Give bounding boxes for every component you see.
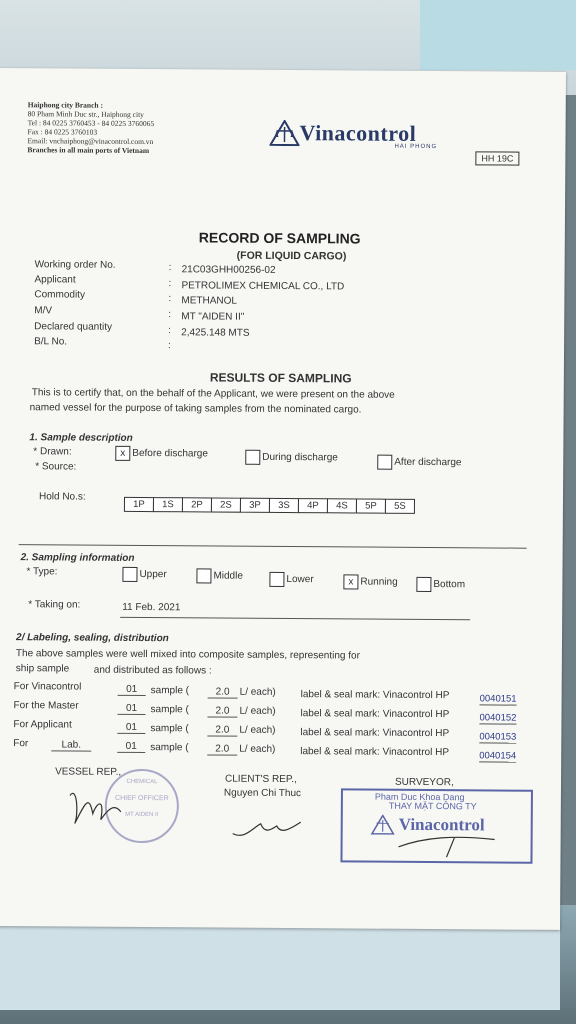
label-applicant: Applicant — [34, 274, 76, 286]
dist-unit: L/ each) — [239, 705, 276, 717]
section-sampling-information: 2. Sampling information — [20, 552, 135, 564]
hold-cell: 3P — [240, 498, 270, 513]
seal-number: 0040153 — [479, 731, 517, 743]
section-sample-description: 1. Sample description — [29, 432, 133, 444]
seal-number: 0040152 — [479, 712, 517, 724]
hold-cell: 1S — [153, 497, 183, 512]
checkbox-lower[interactable] — [269, 572, 284, 587]
logo-city: HAI PHONG — [394, 143, 438, 151]
hold-cell: 2P — [182, 497, 212, 512]
seal-number: 0040151 — [479, 693, 517, 705]
round-stamp-top: CHEMICAL — [126, 778, 158, 786]
label-declared-quantity: Declared quantity — [34, 321, 113, 333]
stamp-line: THAY MẶT CÔNG TY — [388, 800, 477, 812]
hold-cell: 5P — [356, 498, 386, 513]
option-label: Lower — [286, 574, 314, 586]
option-label: After discharge — [394, 456, 462, 469]
label-mv: M/V — [34, 305, 53, 317]
option-label: Running — [360, 576, 398, 588]
branch-email: Email: vnchaiphong@vinacontrol.com.vn — [27, 136, 154, 147]
option-label: Middle — [213, 570, 243, 582]
type-upper[interactable] — [122, 567, 166, 582]
dist-sample: sample ( — [150, 742, 189, 754]
scales-logo-icon — [269, 120, 299, 146]
colon: : — [168, 262, 172, 274]
label-working-order: Working order No. — [34, 259, 116, 271]
dist-volume: 2.0 — [207, 724, 237, 736]
hold-cell: 4S — [327, 498, 357, 513]
dist-volume: 2.0 — [207, 705, 237, 717]
seal-number: 0040154 — [479, 750, 517, 762]
vessel-signature-icon — [65, 783, 125, 833]
hold-numbers — [125, 497, 415, 514]
labeling-text-1: The above samples were well mixed into composite samples, representing for — [15, 648, 361, 662]
checkbox-after-discharge[interactable] — [377, 455, 392, 470]
type-lower[interactable] — [269, 572, 313, 587]
labeling-text-2b: and distributed as follows : — [93, 664, 212, 677]
value-mv: MT "AIDEN II" — [181, 311, 245, 323]
dist-count: 01 — [118, 684, 146, 696]
dist-label: label & seal mark: Vinacontrol HP — [300, 746, 450, 759]
checkbox-upper[interactable] — [122, 567, 137, 582]
section-labeling: 2/ Labeling, sealing, distribution — [15, 632, 169, 645]
dist-count: 01 — [117, 741, 145, 753]
dist-for: For Vinacontrol — [13, 681, 82, 693]
dist-volume: 2.0 — [208, 686, 238, 698]
results-title: RESULTS OF SAMPLING — [209, 370, 352, 386]
branch-info — [27, 100, 154, 155]
dist-sample: sample ( — [150, 723, 189, 735]
type-label: * Type: — [26, 566, 58, 578]
branch-ports: Branches in all main ports of Vietnam — [27, 145, 150, 156]
dist-label: label & seal mark: Vinacontrol HP — [300, 689, 450, 702]
option-label: Bottom — [433, 579, 466, 591]
option-label: During discharge — [262, 451, 338, 464]
label-bl-no: B/L No. — [34, 336, 68, 348]
value-declared-quantity: 2,425.148 MTS — [181, 327, 250, 339]
vinacontrol-logo — [269, 120, 438, 151]
colon: : — [168, 278, 172, 290]
dist-unit: L/ each) — [239, 743, 276, 755]
dist-sample: sample ( — [150, 704, 189, 716]
dist-unit: L/ each) — [239, 724, 276, 736]
hold-cell: 3S — [269, 498, 299, 513]
type-bottom[interactable] — [416, 577, 465, 592]
dist-for: For the Master — [13, 700, 79, 712]
checkbox-middle[interactable] — [196, 568, 211, 583]
document-title: RECORD OF SAMPLING — [198, 229, 361, 247]
client-signature-icon — [231, 814, 311, 843]
dist-for: For — [13, 738, 29, 750]
colon: : — [168, 340, 171, 352]
colon: : — [168, 293, 172, 305]
checkbox-bottom[interactable] — [416, 577, 431, 592]
dist-for-extra: Lab. — [51, 739, 91, 751]
taking-on-date: 11 Feb. 2021 — [122, 601, 181, 614]
hold-cell: 2S — [211, 497, 241, 512]
round-stamp-bot: MT AIDEN II — [125, 811, 159, 819]
stamp-logo-name: Vinacontrol — [398, 814, 485, 835]
value-commodity: METHANOL — [181, 295, 237, 307]
branch-title: Haiphong city Branch : — [27, 100, 103, 110]
checkbox-running[interactable]: x — [343, 574, 358, 589]
checkbox-before-discharge[interactable]: x — [115, 446, 130, 461]
taking-on-label: * Taking on: — [28, 599, 81, 611]
stamp-scales-icon — [371, 815, 395, 835]
divider — [19, 544, 527, 549]
branch-fax: Fax : 84 0225 3760103 — [27, 127, 98, 137]
form-code: HH 19C — [475, 151, 519, 165]
document-subtitle: (FOR LIQUID CARGO) — [236, 249, 347, 263]
dist-count: 01 — [117, 703, 145, 715]
labeling-text-2a: ship sample — [15, 663, 70, 675]
option-during-discharge[interactable] — [245, 450, 338, 466]
background-blue-paper — [420, 0, 576, 70]
dist-label: label & seal mark: Vinacontrol HP — [300, 727, 450, 740]
surveyor-name: Pham Duc Khoa Dang — [374, 791, 465, 803]
option-label: Before discharge — [132, 447, 208, 460]
document-sheet — [0, 68, 566, 930]
drawn-label: * Drawn: — [33, 446, 72, 458]
dist-for: For Applicant — [13, 719, 72, 731]
type-running[interactable] — [343, 574, 397, 589]
hold-label: Hold No.s: — [38, 491, 86, 503]
hold-cell: 1P — [124, 497, 154, 512]
dist-unit: L/ each) — [239, 686, 276, 698]
surveyor-signature-icon — [394, 829, 504, 860]
dist-sample: sample ( — [150, 685, 190, 697]
branch-tel: Tel : 84 0225 3760453 - 84 0225 3760065 — [27, 118, 155, 129]
round-stamp-mid: CHIEF OFFICER — [115, 794, 169, 803]
vessel-rep-label: VESSEL REP., — [55, 766, 122, 778]
logo-name: Vinacontrol — [299, 120, 417, 146]
certify-line-2: named vessel for the purpose of taking samples from the nominated cargo. — [29, 402, 362, 416]
option-before-discharge[interactable] — [115, 446, 208, 462]
hold-cell: 4P — [298, 498, 328, 513]
hold-cell: 5S — [385, 499, 415, 514]
colon: : — [168, 309, 172, 321]
source-label: * Source: — [35, 461, 77, 473]
client-rep-label: CLIENT'S REP., — [225, 773, 297, 786]
value-applicant: PETROLIMEX CHEMICAL CO., LTD — [181, 280, 345, 293]
surveyor-label: SURVEYOR, — [394, 776, 454, 789]
colon: : — [168, 325, 171, 337]
dist-volume: 2.0 — [207, 743, 237, 755]
dist-label: label & seal mark: Vinacontrol HP — [300, 708, 450, 721]
option-after-discharge[interactable] — [377, 455, 461, 471]
type-middle[interactable] — [196, 568, 243, 583]
certify-line-1: This is to certify that, on the behalf of the Applicant, we were present on the above — [31, 387, 395, 401]
checkbox-during-discharge[interactable] — [245, 450, 260, 465]
branch-address: 80 Pham Minh Duc str., Haiphong city — [27, 109, 144, 120]
label-commodity: Commodity — [34, 289, 86, 301]
option-label: Upper — [139, 568, 167, 581]
date-underline — [120, 617, 470, 620]
dist-count: 01 — [117, 722, 145, 734]
value-working-order: 21C03GHH00256-02 — [181, 264, 276, 276]
client-rep-name: Nguyen Chi Thuc — [223, 787, 302, 800]
